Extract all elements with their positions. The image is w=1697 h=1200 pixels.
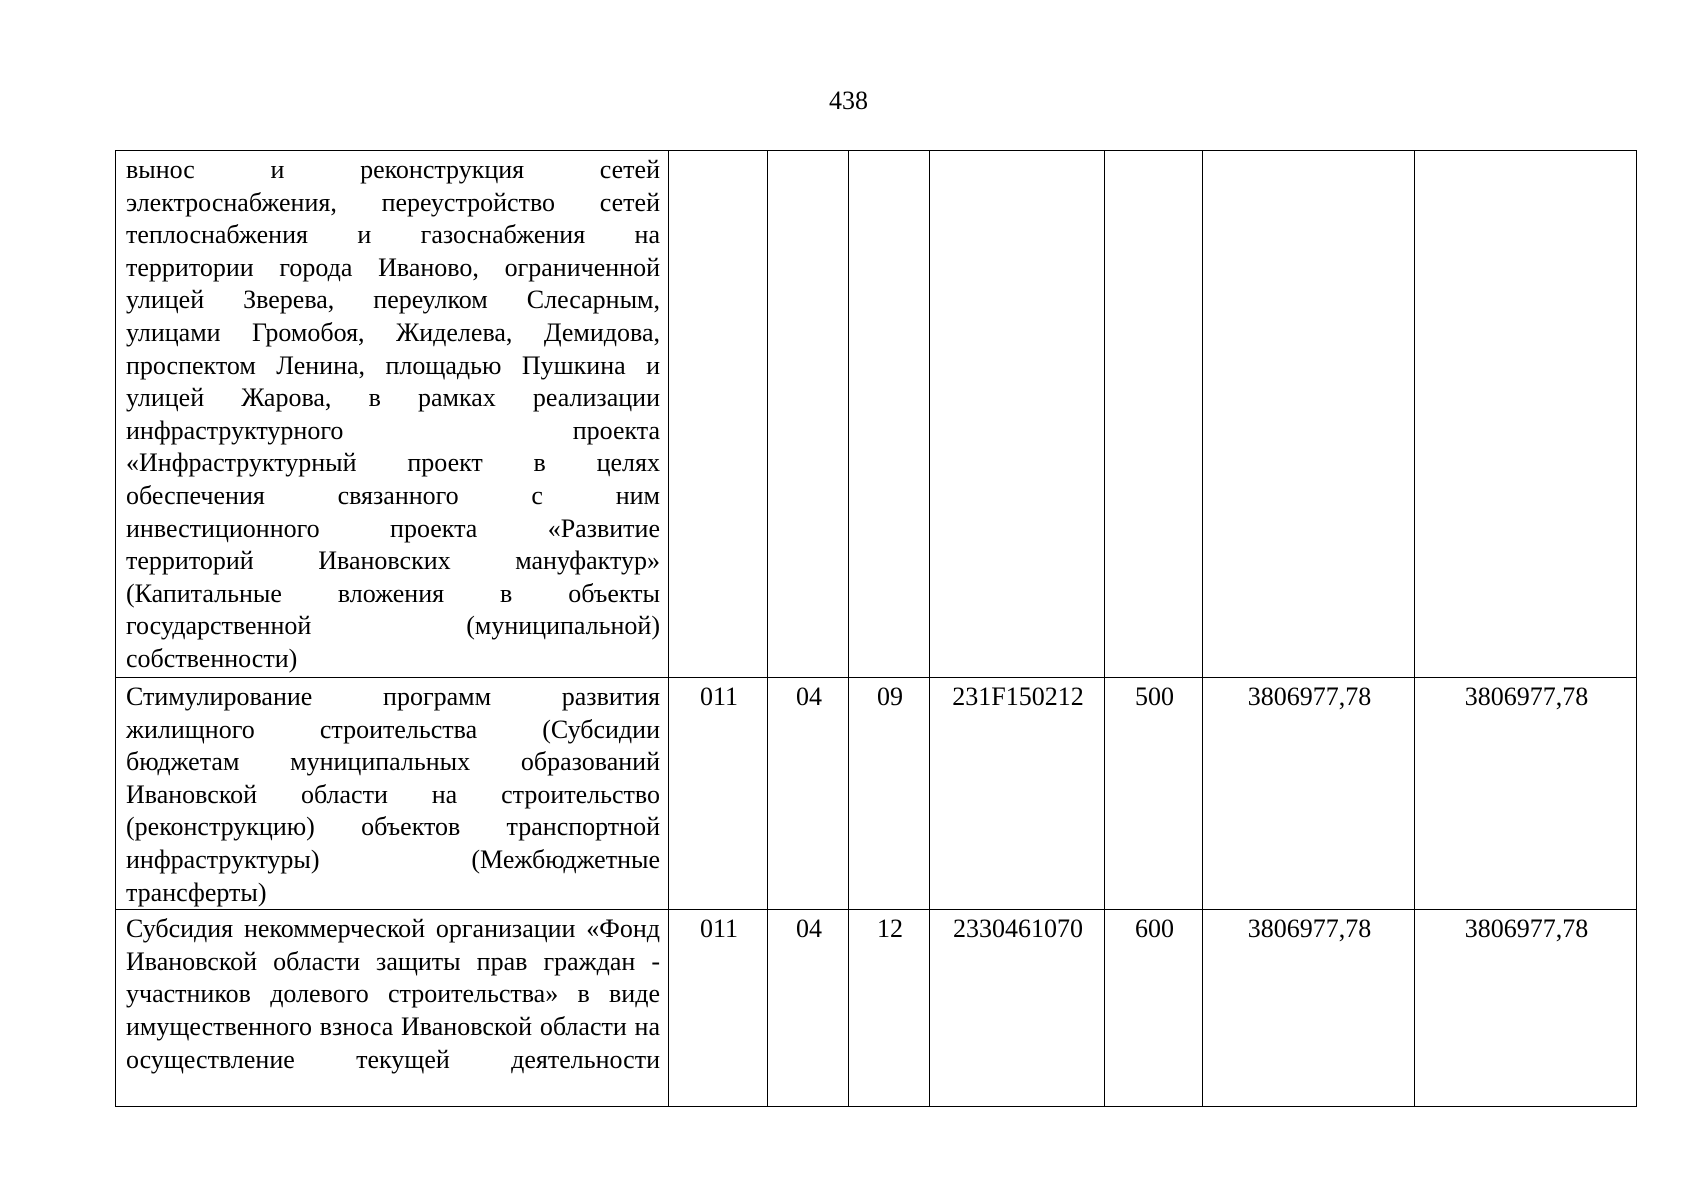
cell-section: 04 (768, 910, 849, 1107)
row-description: вынос и реконструкция сетей электроснабжения, переустройство сетей теплоснабжения и газоснабжения на территории города Иваново, ограниченной улицей Зверева, переулком Слесарным, улицами Громобоя, Жиделева, Демидова, проспектом Ленина, площадью Пушкина и улицей Жарова, в рамках реализации инфраструктурного проекта «Инфраструктурный проект в целях обеспечения связанного с ним инвестиционного проекта «Развитие территорий Ивановских мануфактур» (Капитальные вложения в объекты государственной (муниципальной) собственности) (116, 151, 669, 678)
cell-expense-type: 600 (1105, 910, 1203, 1107)
cell-section (768, 151, 849, 678)
cell-amount-1 (1203, 151, 1415, 678)
cell-target: 231F150212 (930, 678, 1105, 910)
cell-code (669, 151, 768, 678)
table-row (116, 910, 1637, 1107)
cell-amount-1: 3806977,78 (1203, 910, 1415, 1107)
cell-subsection: 12 (849, 910, 930, 1107)
cell-amount-1: 3806977,78 (1203, 678, 1415, 910)
cell-subsection: 09 (849, 678, 930, 910)
cell-expense-type (1105, 151, 1203, 678)
row-description: Субсидия некоммерческой организации «Фонд Ивановской области защиты прав граждан - участников долевого строительства» в виде имущественного взноса Ивановской области на осуществление текущей деятельности (116, 910, 669, 1107)
cell-expense-type: 500 (1105, 678, 1203, 910)
cell-code: 011 (669, 678, 768, 910)
table-row (116, 678, 1637, 910)
cell-subsection (849, 151, 930, 678)
cell-section: 04 (768, 678, 849, 910)
cell-target (930, 151, 1105, 678)
cell-amount-2: 3806977,78 (1415, 910, 1637, 1107)
budget-table (115, 150, 1637, 1107)
row-description: Стимулирование программ развития жилищного строительства (Субсидии бюджетам муниципальных образований Ивановской области на строительство (реконструкцию) объектов транспортной инфраструктуры) (Межбюджетные трансферты) (116, 678, 669, 910)
cell-amount-2: 3806977,78 (1415, 678, 1637, 910)
cell-code: 011 (669, 910, 768, 1107)
cell-amount-2 (1415, 151, 1637, 678)
cell-target: 2330461070 (930, 910, 1105, 1107)
table-row (116, 151, 1637, 678)
page-number: 438 (829, 86, 868, 115)
